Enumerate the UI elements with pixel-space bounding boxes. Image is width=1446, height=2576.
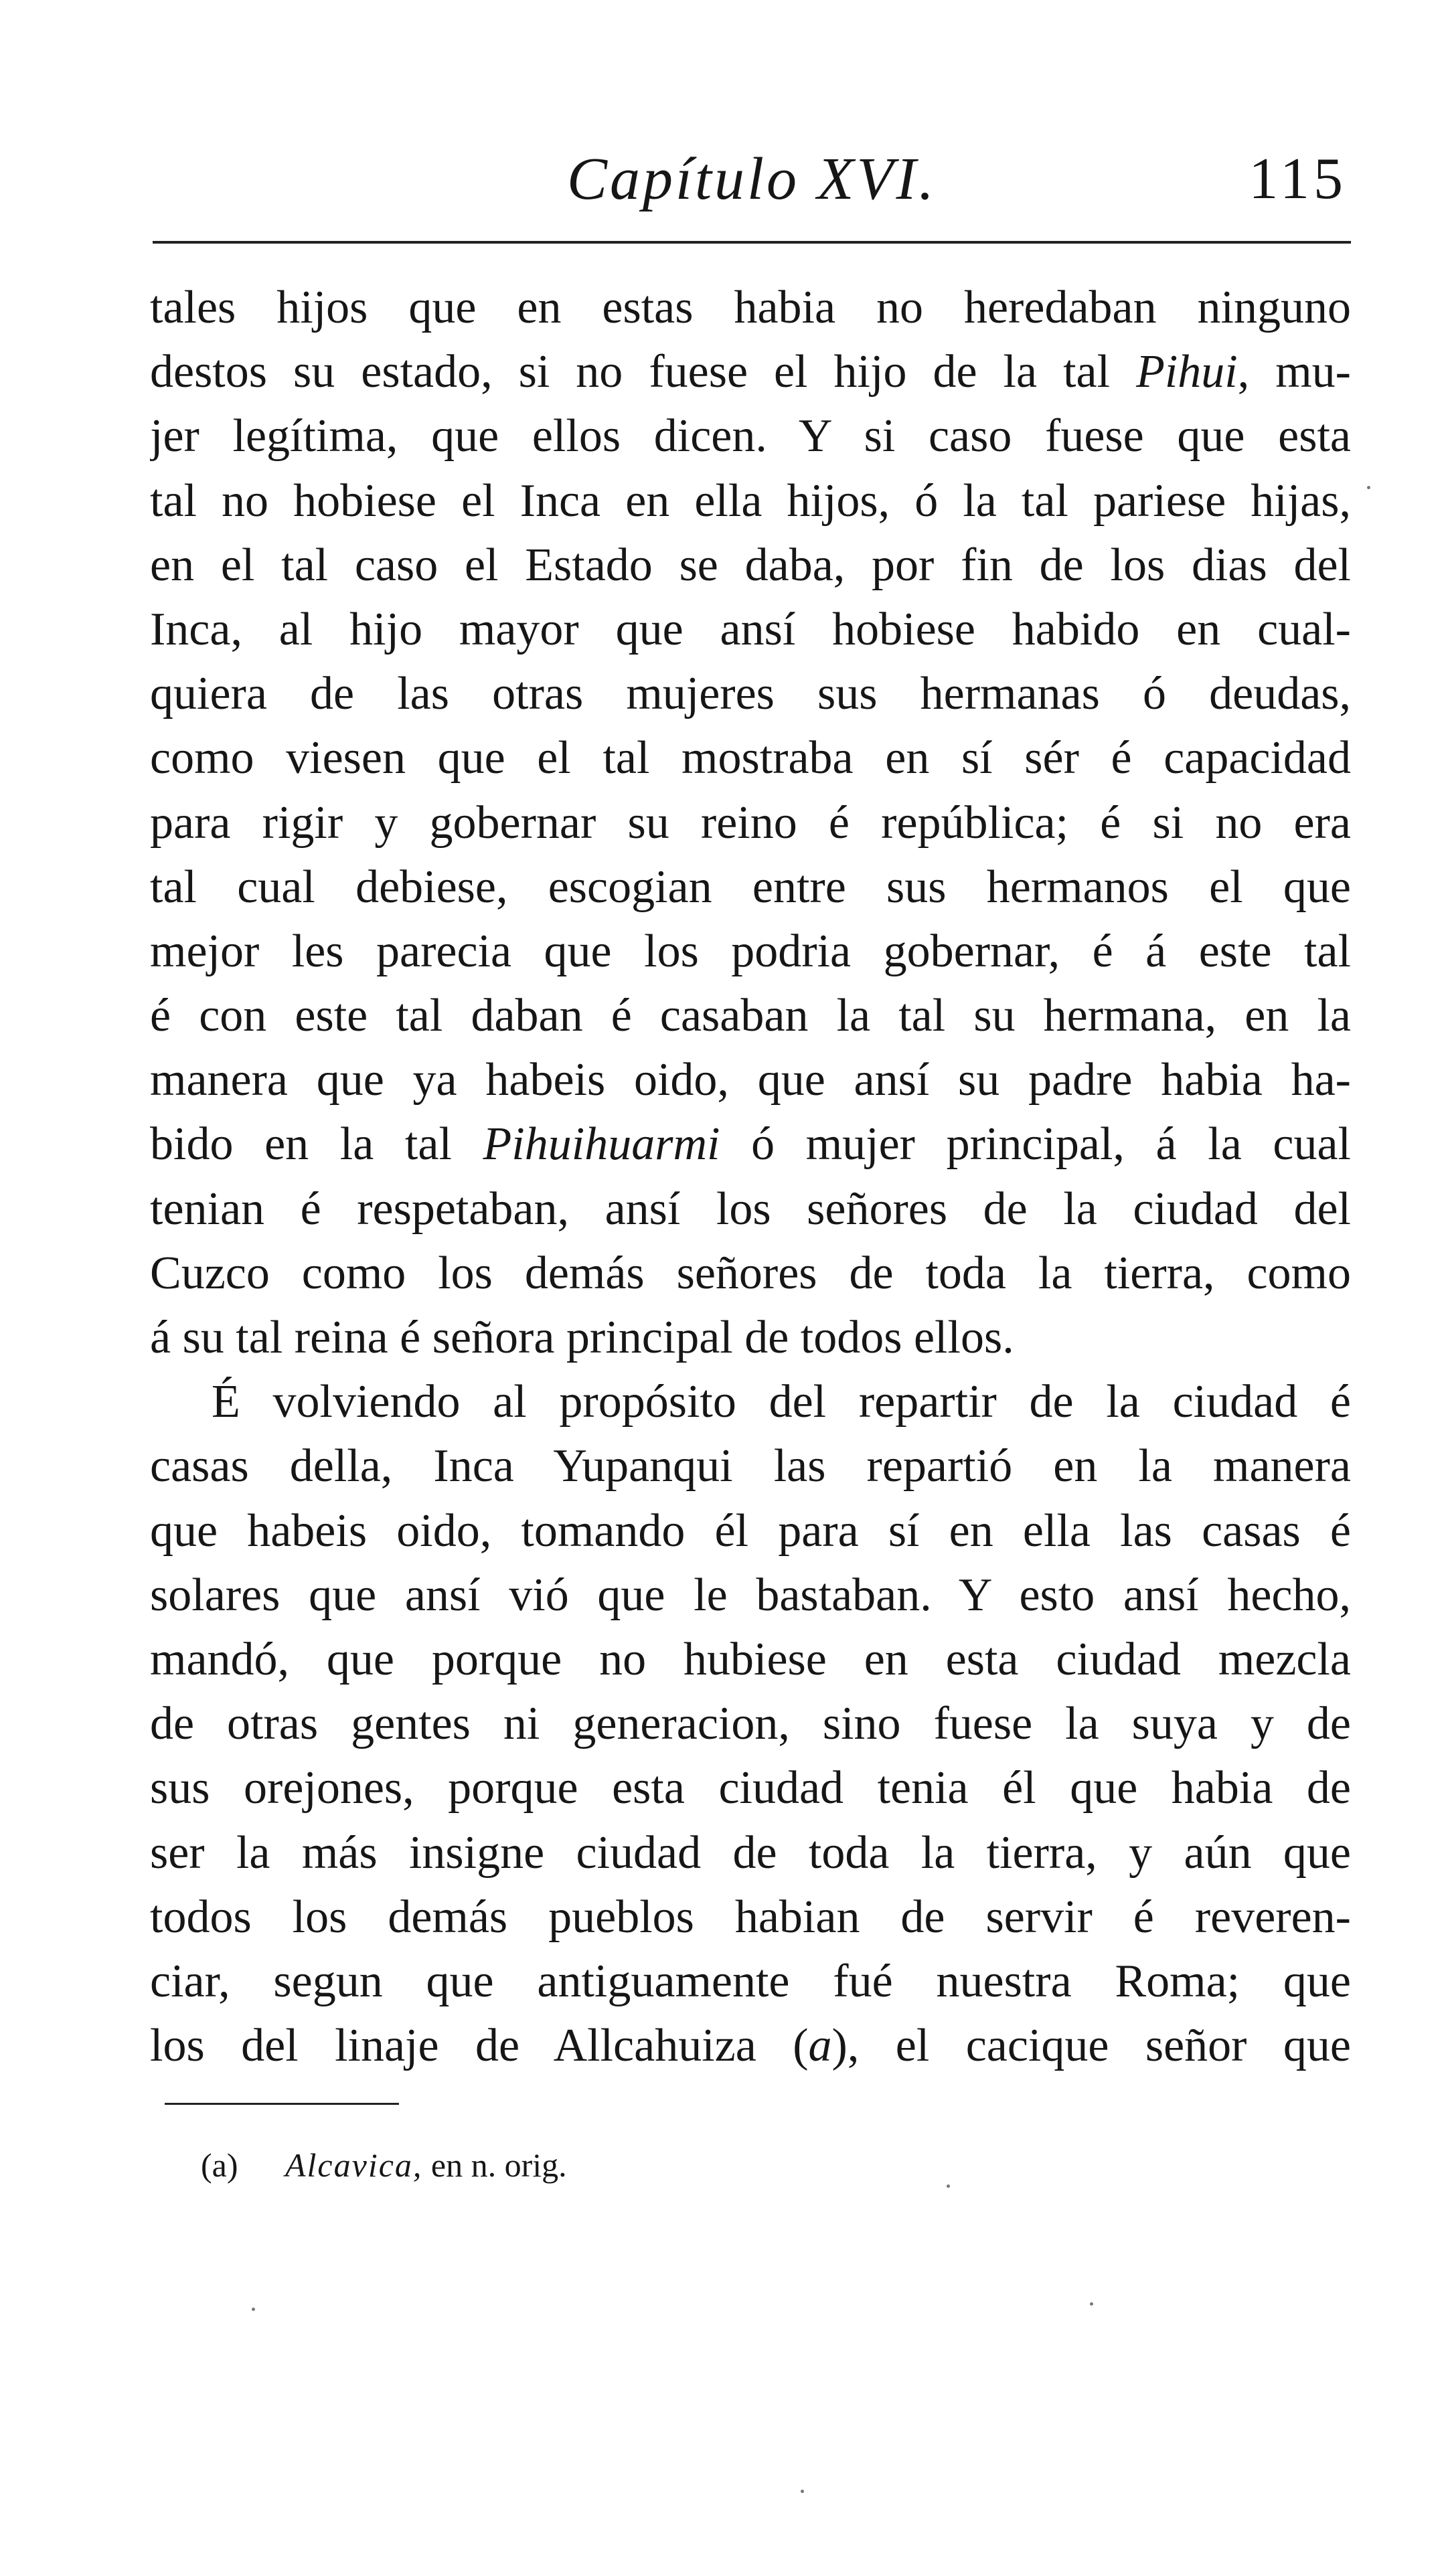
text-line: para rigir y gobernar su reino é república; é si no era [150, 796, 1351, 849]
text-line: é con este tal daban é casaban la tal su hermana, en la [150, 990, 1351, 1042]
text-line: Cuzco como los demás señores de toda la tierra, como [150, 1247, 1351, 1299]
italic-term: a [808, 2020, 832, 2072]
line-segment: los del linaje de Allcahuiza ( [150, 2020, 809, 2072]
scan-speck [1090, 2302, 1093, 2306]
header-rule [153, 241, 1351, 244]
line-segment: ó mujer principal, á la cual [720, 1118, 1351, 1171]
scan-speck [801, 2490, 804, 2493]
scan-speck [1367, 486, 1370, 489]
text-line: como viesen que el tal mostraba en sí sér é capacidad [150, 732, 1351, 784]
footnote-rule [165, 2103, 399, 2105]
text-line: en el tal caso el Estado se daba, por fin de los dias del [150, 539, 1351, 591]
scan-speck [947, 2184, 950, 2188]
text-line: tales hijos que en estas habia no heredaban ninguno [150, 282, 1351, 333]
text-line: á su tal reina é señora principal de todos ellos. [150, 1312, 1014, 1363]
line-segment: ), el cacique señor que [831, 2020, 1351, 2072]
line-segment: , mu- [1237, 346, 1351, 398]
text-line: tal no hobiese el Inca en ella hijos, ó la tal pariese hijas, [150, 475, 1351, 527]
text-line: quiera de las otras mujeres sus hermanas ó deudas, [150, 668, 1351, 720]
text-line: manera que ya habeis oido, que ansí su padre habia ha- [150, 1054, 1351, 1106]
text-line: Inca, al hijo mayor que ansí hobiese habido en cual- [150, 603, 1351, 655]
scan-speck [252, 2308, 255, 2311]
italic-term: Pihui [1136, 346, 1238, 398]
text-line: mejor les parecia que los podria gobernar, é á este tal [150, 925, 1351, 977]
text-line [150, 340, 1351, 404]
text-line: jer legítima, que ellos dicen. Y si caso fuese que esta [150, 410, 1351, 462]
text-line: mandó, que porque no hubiese en esta ciudad mezcla [150, 1633, 1351, 1685]
line-segment: destos su estado, si no fuese el hijo de la tal [150, 346, 1137, 398]
text-line [150, 2014, 1351, 2078]
body-text [150, 276, 1351, 2078]
text-line: que habeis oido, tomando él para sí en ella las casas é [150, 1505, 1351, 1557]
text-line: de otras gentes ni generacion, sino fuese la suya y de [150, 1698, 1351, 1750]
footnote [201, 2142, 567, 2188]
text-line: tal cual debiese, escogian entre sus hermanos el que [150, 861, 1351, 913]
italic-term: Pihuihuarmi [483, 1118, 720, 1171]
line-segment: bido en la tal [150, 1118, 483, 1171]
text-line [150, 1112, 1351, 1177]
text-line: todos los demás pueblos habian de servir é reveren- [150, 1891, 1351, 1943]
text-line: tenian é respetaban, ansí los señores de la ciudad del [150, 1183, 1351, 1235]
page-number: 115 [1249, 147, 1347, 211]
text-line: ser la más insigne ciudad de toda la tierra, y aún que [150, 1826, 1351, 1879]
text-line: solares que ansí vió que le bastaban. Y esto ansí hecho, [150, 1569, 1351, 1621]
chapter-title: Capítulo XVI. [567, 146, 937, 212]
text-line: É volviendo al propósito del repartir de la ciudad é [212, 1376, 1351, 1428]
text-line: sus orejones, porque esta ciudad tenia él que habia de [150, 1762, 1351, 1814]
text-line: casas della, Inca Yupanqui las repartió en la manera [150, 1440, 1351, 1492]
running-head [153, 139, 1351, 220]
footnote-term: Alcavica, [285, 2146, 423, 2184]
footnote-marker: (a) [201, 2146, 238, 2184]
text-line: ciar, segun que antiguamente fué nuestra Roma; que [150, 1955, 1351, 2007]
footnote-text: en n. orig. [430, 2146, 567, 2184]
